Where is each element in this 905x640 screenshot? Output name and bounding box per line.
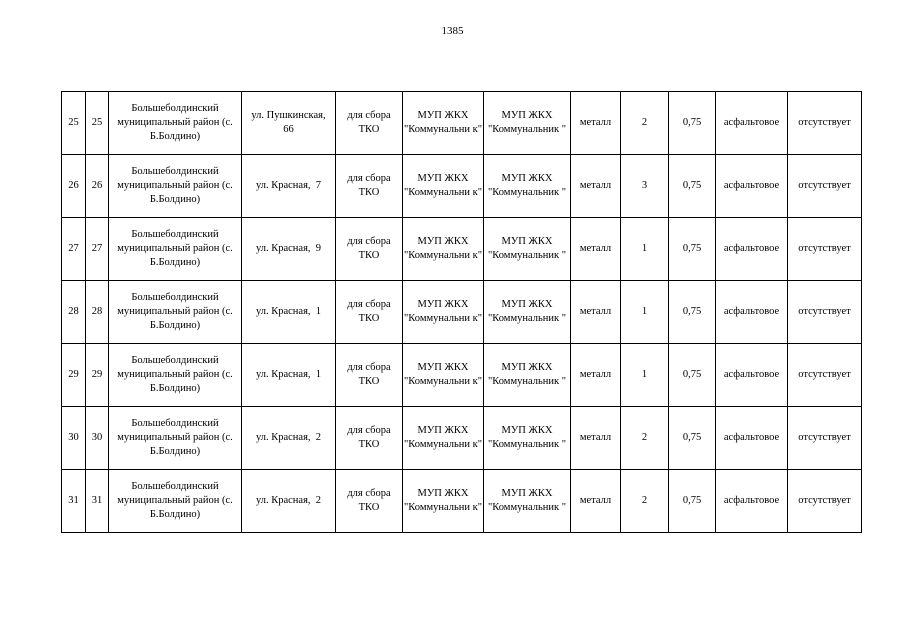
owner-cell: МУП ЖКХ "Коммунальни к" xyxy=(403,344,484,407)
operator-cell: МУП ЖКХ "Коммунальник " xyxy=(484,155,571,218)
address-cell: ул. Красная, 9 xyxy=(242,218,336,281)
purpose-cell: для сбора ТКО xyxy=(336,155,403,218)
purpose-cell: для сбора ТКО xyxy=(336,344,403,407)
container-material-cell: металл xyxy=(571,155,621,218)
address-cell: ул. Красная, 7 xyxy=(242,155,336,218)
surface-type-cell: асфальтовое xyxy=(716,344,788,407)
district-cell: Большеболдинский муниципальный район (с. Б.Болдино) xyxy=(109,155,242,218)
container-count-cell: 3 xyxy=(621,155,669,218)
purpose-cell: для сбора ТКО xyxy=(336,218,403,281)
operator-cell: МУП ЖКХ "Коммунальник " xyxy=(484,344,571,407)
fence-cell: отсутствует xyxy=(788,218,862,281)
container-count-cell: 2 xyxy=(621,470,669,533)
container-count-cell: 2 xyxy=(621,407,669,470)
container-volume-cell: 0,75 xyxy=(669,344,716,407)
container-material-cell: металл xyxy=(571,344,621,407)
purpose-cell: для сбора ТКО xyxy=(336,407,403,470)
owner-cell: МУП ЖКХ "Коммунальни к" xyxy=(403,470,484,533)
fence-cell: отсутствует xyxy=(788,281,862,344)
operator-cell: МУП ЖКХ "Коммунальник " xyxy=(484,407,571,470)
row-number-cell: 26 xyxy=(62,155,86,218)
row-number-cell: 31 xyxy=(62,470,86,533)
address-cell: ул. Красная, 1 xyxy=(242,344,336,407)
container-volume-cell: 0,75 xyxy=(669,218,716,281)
site-number-cell: 25 xyxy=(86,92,109,155)
site-number-cell: 30 xyxy=(86,407,109,470)
container-material-cell: металл xyxy=(571,218,621,281)
purpose-cell: для сбора ТКО xyxy=(336,470,403,533)
registry-table xyxy=(61,91,862,533)
table-row xyxy=(62,407,862,470)
operator-cell: МУП ЖКХ "Коммунальник " xyxy=(484,470,571,533)
fence-cell: отсутствует xyxy=(788,155,862,218)
container-volume-cell: 0,75 xyxy=(669,470,716,533)
container-volume-cell: 0,75 xyxy=(669,92,716,155)
container-volume-cell: 0,75 xyxy=(669,281,716,344)
site-number-cell: 28 xyxy=(86,281,109,344)
site-number-cell: 29 xyxy=(86,344,109,407)
surface-type-cell: асфальтовое xyxy=(716,92,788,155)
row-number-cell: 29 xyxy=(62,344,86,407)
district-cell: Большеболдинский муниципальный район (с. Б.Болдино) xyxy=(109,344,242,407)
site-number-cell: 31 xyxy=(86,470,109,533)
operator-cell: МУП ЖКХ "Коммунальник " xyxy=(484,92,571,155)
container-count-cell: 2 xyxy=(621,92,669,155)
row-number-cell: 27 xyxy=(62,218,86,281)
fence-cell: отсутствует xyxy=(788,407,862,470)
owner-cell: МУП ЖКХ "Коммунальни к" xyxy=(403,92,484,155)
page-number: 1385 xyxy=(441,25,464,37)
container-material-cell: металл xyxy=(571,407,621,470)
table-row xyxy=(62,155,862,218)
district-cell: Большеболдинский муниципальный район (с. Б.Болдино) xyxy=(109,218,242,281)
fence-cell: отсутствует xyxy=(788,344,862,407)
owner-cell: МУП ЖКХ "Коммунальни к" xyxy=(403,281,484,344)
address-cell: ул. Красная, 2 xyxy=(242,470,336,533)
purpose-cell: для сбора ТКО xyxy=(336,281,403,344)
surface-type-cell: асфальтовое xyxy=(716,218,788,281)
surface-type-cell: асфальтовое xyxy=(716,155,788,218)
surface-type-cell: асфальтовое xyxy=(716,281,788,344)
district-cell: Большеболдинский муниципальный район (с. Б.Болдино) xyxy=(109,92,242,155)
container-material-cell: металл xyxy=(571,281,621,344)
table-row xyxy=(62,92,862,155)
address-cell: ул. Красная, 2 xyxy=(242,407,336,470)
operator-cell: МУП ЖКХ "Коммунальник " xyxy=(484,281,571,344)
row-number-cell: 28 xyxy=(62,281,86,344)
district-cell: Большеболдинский муниципальный район (с. Б.Болдино) xyxy=(109,470,242,533)
purpose-cell: для сбора ТКО xyxy=(336,92,403,155)
site-number-cell: 27 xyxy=(86,218,109,281)
owner-cell: МУП ЖКХ "Коммунальни к" xyxy=(403,155,484,218)
surface-type-cell: асфальтовое xyxy=(716,470,788,533)
operator-cell: МУП ЖКХ "Коммунальник " xyxy=(484,218,571,281)
site-number-cell: 26 xyxy=(86,155,109,218)
address-cell: ул. Красная, 1 xyxy=(242,281,336,344)
owner-cell: МУП ЖКХ "Коммунальни к" xyxy=(403,218,484,281)
row-number-cell: 30 xyxy=(62,407,86,470)
container-volume-cell: 0,75 xyxy=(669,407,716,470)
table-row xyxy=(62,218,862,281)
container-volume-cell: 0,75 xyxy=(669,155,716,218)
container-count-cell: 1 xyxy=(621,218,669,281)
container-count-cell: 1 xyxy=(621,344,669,407)
row-number-cell: 25 xyxy=(62,92,86,155)
container-material-cell: металл xyxy=(571,470,621,533)
district-cell: Большеболдинский муниципальный район (с. Б.Болдино) xyxy=(109,407,242,470)
fence-cell: отсутствует xyxy=(788,470,862,533)
district-cell: Большеболдинский муниципальный район (с. Б.Болдино) xyxy=(109,281,242,344)
table-row xyxy=(62,281,862,344)
fence-cell: отсутствует xyxy=(788,92,862,155)
address-cell: ул. Пушкинская, 66 xyxy=(242,92,336,155)
owner-cell: МУП ЖКХ "Коммунальни к" xyxy=(403,407,484,470)
container-material-cell: металл xyxy=(571,92,621,155)
container-count-cell: 1 xyxy=(621,281,669,344)
table-row xyxy=(62,470,862,533)
surface-type-cell: асфальтовое xyxy=(716,407,788,470)
table-row xyxy=(62,344,862,407)
